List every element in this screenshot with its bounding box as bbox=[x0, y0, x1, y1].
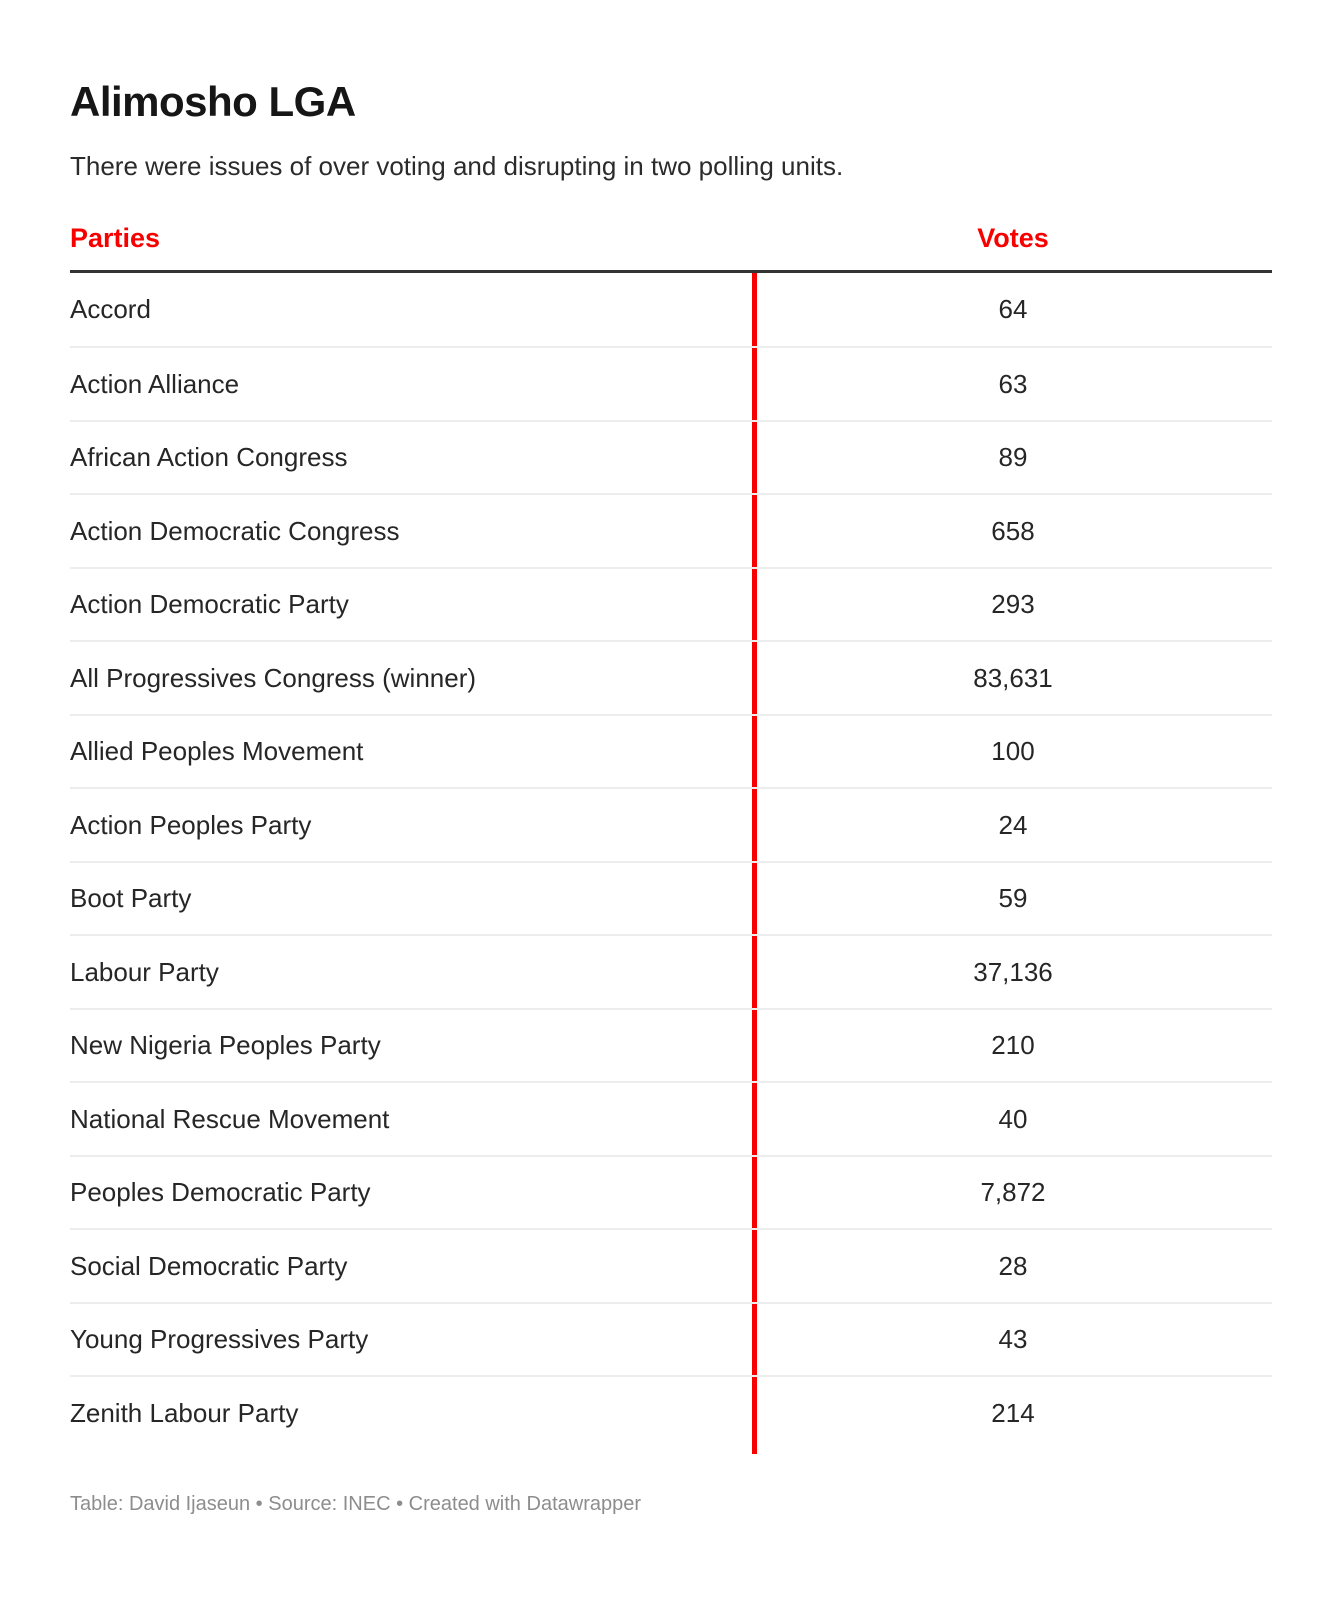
party-name-cell: African Action Congress bbox=[70, 442, 348, 473]
table-row bbox=[70, 787, 1272, 861]
table-row bbox=[70, 1081, 1272, 1155]
party-name-cell: National Rescue Movement bbox=[70, 1103, 390, 1134]
party-name-cell: Peoples Democratic Party bbox=[70, 1177, 371, 1208]
footer-source-label: Source: bbox=[268, 1492, 343, 1515]
votes-value-cell: 7,872 bbox=[980, 1177, 1046, 1208]
votes-value-cell: 89 bbox=[998, 442, 1028, 473]
footer-table-label: Table: bbox=[70, 1492, 129, 1515]
votes-value-cell: 37,136 bbox=[973, 956, 1053, 987]
party-name-cell: Boot Party bbox=[70, 883, 192, 914]
votes-value-cell: 24 bbox=[998, 809, 1028, 840]
table-row bbox=[70, 273, 1272, 347]
table-row bbox=[70, 714, 1272, 788]
votes-value-cell: 28 bbox=[998, 1250, 1028, 1281]
table-row bbox=[70, 493, 1272, 567]
party-name-cell: Social Democratic Party bbox=[70, 1250, 348, 1281]
table-row bbox=[70, 640, 1272, 714]
votes-value-cell: 40 bbox=[998, 1103, 1028, 1134]
party-name-cell: Zenith Labour Party bbox=[70, 1397, 299, 1428]
footer-tool-link[interactable]: Datawrapper bbox=[526, 1492, 642, 1515]
votes-value-cell: 658 bbox=[991, 515, 1035, 546]
table-row bbox=[70, 1302, 1272, 1376]
party-name-cell: Allied Peoples Movement bbox=[70, 736, 364, 767]
votes-value-cell: 63 bbox=[998, 368, 1028, 399]
party-name-cell: Accord bbox=[70, 294, 151, 325]
footer-author-link[interactable]: David Ijaseun bbox=[128, 1492, 251, 1515]
results-table bbox=[70, 223, 1272, 1449]
party-name-cell: Labour Party bbox=[70, 956, 219, 987]
votes-value-cell: 59 bbox=[998, 883, 1028, 914]
column-header-votes: Votes bbox=[977, 222, 1049, 253]
table-row bbox=[70, 1375, 1272, 1449]
footer-created-label: Created with bbox=[408, 1492, 527, 1515]
page-title: Alimosho LGA bbox=[70, 78, 356, 125]
table-row bbox=[70, 1008, 1272, 1082]
votes-value-cell: 214 bbox=[991, 1397, 1035, 1428]
party-name-cell: Action Peoples Party bbox=[70, 809, 312, 840]
votes-value-cell: 210 bbox=[991, 1030, 1035, 1061]
table-body bbox=[70, 273, 1272, 1449]
table-row bbox=[70, 1228, 1272, 1302]
party-name-cell: Action Democratic Party bbox=[70, 589, 349, 620]
votes-value-cell: 100 bbox=[991, 736, 1035, 767]
table-row bbox=[70, 346, 1272, 420]
table-row bbox=[70, 861, 1272, 935]
column-header-parties: Parties bbox=[70, 222, 161, 253]
table-row bbox=[70, 420, 1272, 494]
votes-value-cell: 64 bbox=[998, 294, 1028, 325]
table-row bbox=[70, 934, 1272, 1008]
votes-value-cell: 83,631 bbox=[973, 662, 1053, 693]
footer-separator: • bbox=[250, 1492, 269, 1515]
footer-separator: • bbox=[390, 1492, 409, 1515]
party-name-cell: Action Alliance bbox=[70, 368, 240, 399]
footer-source-link[interactable]: INEC bbox=[342, 1492, 391, 1515]
footer-credits bbox=[70, 1491, 1272, 1517]
votes-value-cell: 293 bbox=[991, 589, 1035, 620]
table-header-row bbox=[70, 223, 1272, 273]
party-name-cell: Action Democratic Congress bbox=[70, 515, 400, 546]
page-subtitle: There were issues of over voting and disrupting in two polling units. bbox=[70, 151, 844, 182]
table-row bbox=[70, 567, 1272, 641]
party-name-cell: Young Progressives Party bbox=[70, 1324, 369, 1355]
votes-value-cell: 43 bbox=[998, 1324, 1028, 1355]
party-name-cell: New Nigeria Peoples Party bbox=[70, 1030, 381, 1061]
party-name-cell: All Progressives Congress (winner) bbox=[70, 662, 477, 693]
table-row bbox=[70, 1155, 1272, 1229]
